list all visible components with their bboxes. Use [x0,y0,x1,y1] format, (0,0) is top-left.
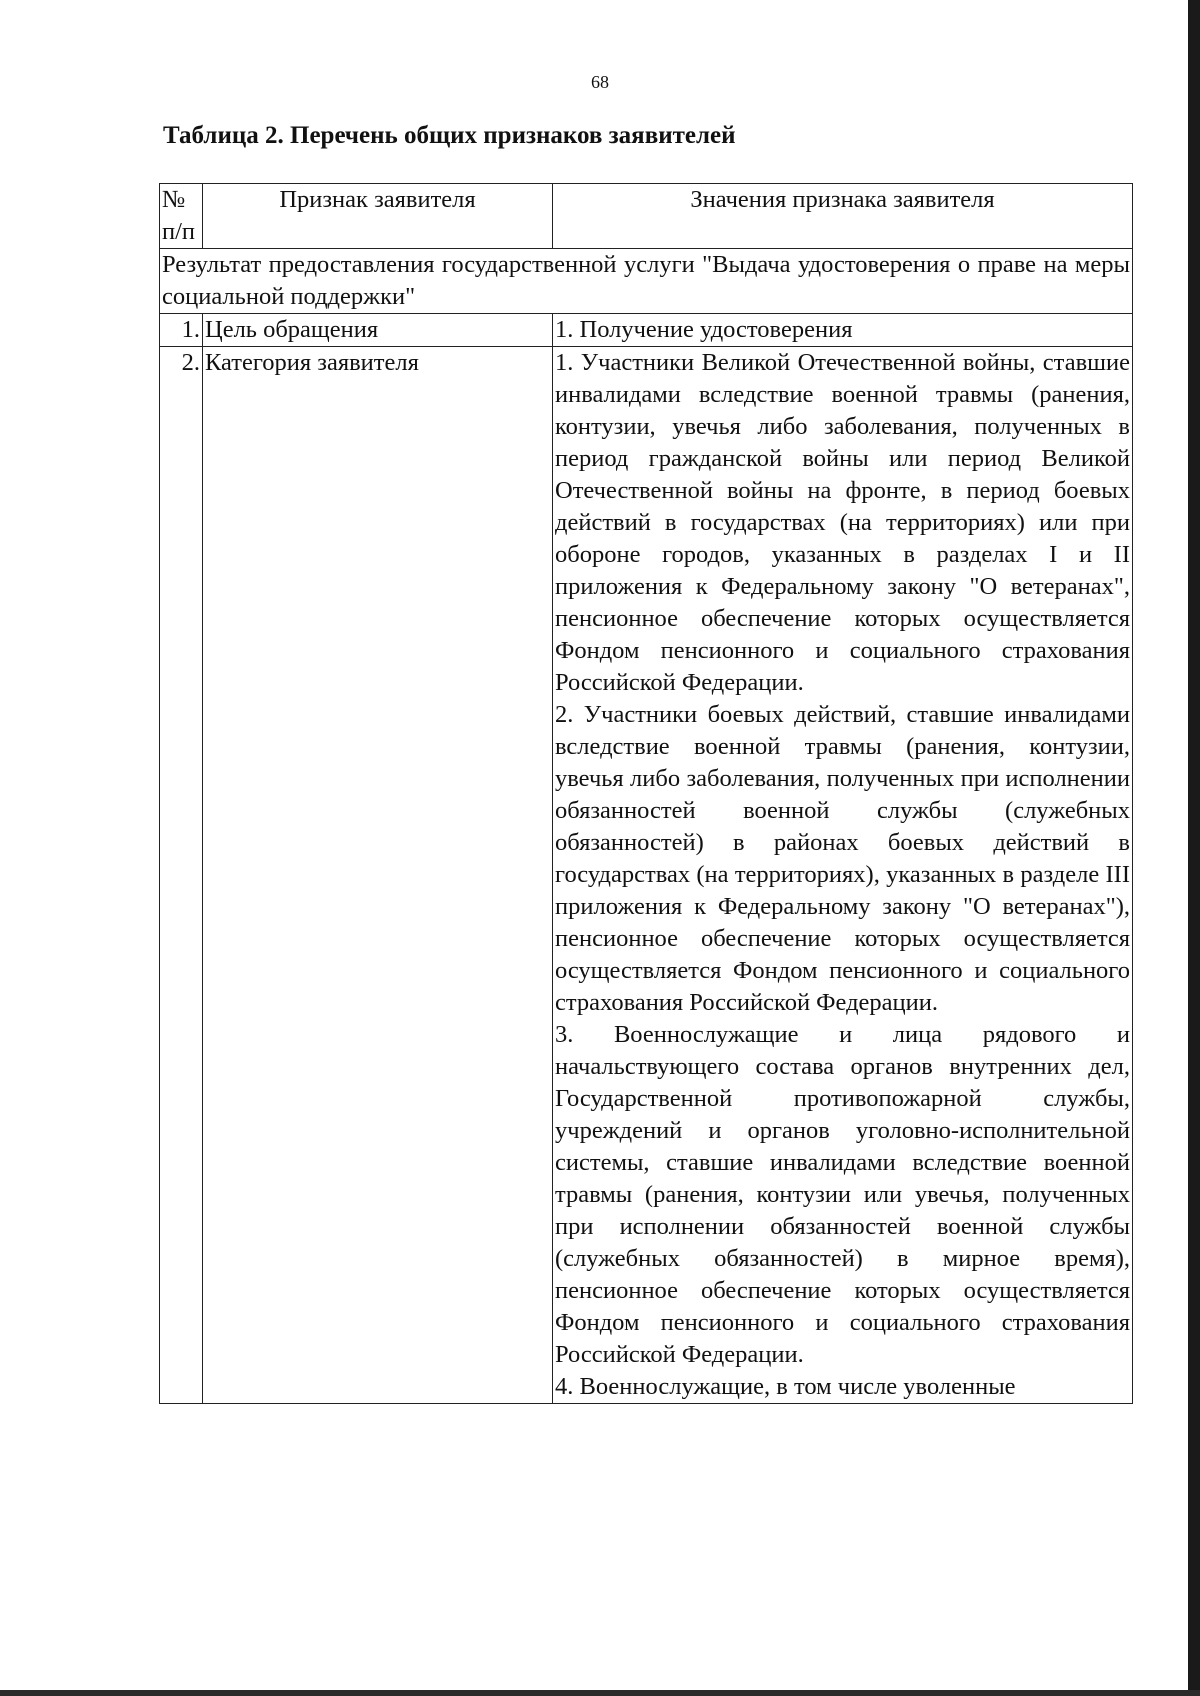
row-attribute: Категория заявителя [203,347,553,1404]
header-values: Значения признака заявителя [553,184,1133,249]
value-item: 1. Получение удостоверения [555,316,853,343]
value-item: 2. Участники боевых действий, ставшие инвалидами вследствие военной травмы (ранения, контузии, увечья либо заболевания, полученных при исполнении обязанностей военной службы (служебных обязанностей) в районах боевых действий в государствах (на территориях), указанных в разделе III приложения к Федеральному закону "О ветеранах"), пенсионное обеспечение которых осуществляется осуществляется Фондом пенсионного и социального страхования Российской Федерации. [555,701,1130,1016]
applicant-attributes-table [159,183,1133,1404]
table-title: Таблица 2. Перечень общих признаков заявителей [163,122,736,149]
section-row [160,249,1133,314]
table-row [160,314,1133,347]
value-item: 3. Военнослужащие и лица рядового и начальствующего состава органов внутренних дел, Государственной противопожарной службы, учреждений и органов уголовно-исполнительной системы, ставшие инвалидами вследствие военной травмы (ранения, контузии или увечья, полученных при исполнении обязанностей военной службы (служебных обязанностей) в мирное время), пенсионное обеспечение которых осуществляется Фондом пенсионного и социального страхования Российской Федерации. [555,1021,1130,1368]
row-values [553,314,1133,347]
value-item: 1. Участники Великой Отечественной войны, ставшие инвалидами вследствие военной травмы (ранения, контузии, увечья либо заболевания, полученных в период гражданской войны или период Великой Отечественной войны на фронте, в период боевых действий в государствах (на территориях) или при обороне городов, указанных в разделах I и II приложения к Федеральному закону "О ветеранах", пенсионное обеспечение которых осуществляется Фондом пенсионного и социального страхования Российской Федерации. [555,349,1130,696]
header-attribute: Признак заявителя [203,184,553,249]
row-number: 1. [160,314,203,347]
scan-edge-right [1188,0,1200,1696]
scan-edge-bottom [0,1690,1200,1696]
value-item: 4. Военнослужащие, в том числе уволенные [555,1373,1016,1400]
page-number: 68 [591,72,609,92]
table-header-row [160,184,1133,249]
header-number: № п/п [160,184,203,249]
section-row-text: Результат предоставления государственной услуги "Выдача удостоверения о праве на меры социальной поддержки" [160,249,1133,314]
table-row [160,347,1133,1404]
row-attribute: Цель обращения [203,314,553,347]
row-number: 2. [160,347,203,1404]
row-values [553,347,1133,1404]
